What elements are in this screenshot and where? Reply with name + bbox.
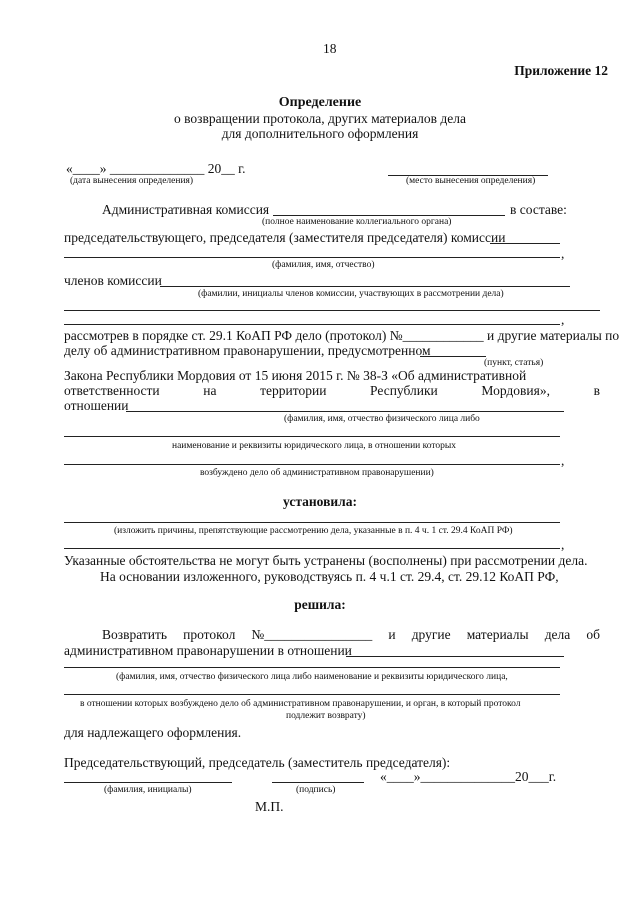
return-person-line-1[interactable] — [346, 656, 564, 657]
return-word: и — [388, 627, 396, 642]
members-label: членов комиссии — [64, 273, 162, 288]
regarding-label: отношении — [64, 398, 129, 413]
commission-label: Административная комиссия — [102, 202, 270, 217]
return-word: протокол — [183, 627, 236, 642]
law-word: Мордовия», — [481, 383, 550, 398]
members-line-3[interactable] — [64, 324, 560, 325]
comma: , — [561, 246, 565, 261]
chair-label: председательствующего, председателя (заместителя председателя) комиссии — [64, 230, 506, 245]
members-line-2[interactable] — [64, 310, 600, 311]
considered-line2: делу об административном правонарушении, предусмотренном — [64, 343, 431, 358]
return-word: другие — [411, 627, 451, 642]
person-hint-1: (фамилия, имя, отчество физического лица либо — [284, 414, 480, 424]
date-hint: (дата вынесения определения) — [70, 176, 194, 186]
place-hint: (место вынесения определения) — [406, 176, 536, 186]
return-person-line-3[interactable] — [64, 694, 560, 695]
return-hint-3: подлежит возврату) — [286, 711, 366, 721]
signer-label: Председательствующий, председатель (заместитель председателя): — [64, 755, 451, 770]
org-hint: (полное наименование коллегиального органа) — [262, 217, 452, 227]
circumstances-text: Указанные обстоятельства не могут быть устранены (восполнены) при рассмотрении дела. — [64, 553, 588, 568]
person-hint-3: возбуждено дело об административном правонарушении) — [200, 468, 434, 478]
return-line1 — [102, 628, 600, 642]
return-word: материалы — [466, 627, 529, 642]
signature-hint: (подпись) — [296, 785, 336, 795]
law-line1: Закона Республики Мордовия от 15 июня 2015 г. № 38-З «Об административной — [64, 368, 527, 383]
reasons-line-2[interactable] — [64, 548, 560, 549]
person-line-1[interactable] — [126, 411, 564, 412]
return-line2: административном правонарушении в отношении — [64, 643, 352, 658]
date-field[interactable]: «____» ______________ 20__ г. — [66, 161, 246, 176]
return-word: дела — [544, 627, 571, 642]
sign-date-field[interactable]: «____»______________20___г. — [380, 769, 557, 784]
return-word: №________________ — [251, 627, 373, 642]
sign-name-hint: (фамилия, инициалы) — [104, 785, 192, 795]
return-person-line-2[interactable] — [64, 667, 560, 668]
law-word: Республики — [370, 383, 438, 398]
members-line-1[interactable] — [160, 286, 570, 287]
reasons-hint: (изложить причины, препятствующие рассмотрению дела, указанные в п. 4 ч. 1 ст. 29.4 КоАП РФ) — [114, 526, 513, 536]
document-title: Определение — [278, 95, 362, 110]
article-line[interactable] — [420, 356, 486, 357]
appendix-label: Приложение 12 — [514, 63, 608, 78]
commission-suffix: в составе: — [510, 202, 567, 217]
considered-line1: рассмотрев в порядке ст. 29.1 КоАП РФ дело (протокол) №____________ и другие материалы по — [64, 328, 620, 343]
law-word: территории — [260, 383, 327, 398]
person-line-3[interactable] — [64, 464, 560, 465]
law-line2 — [64, 384, 600, 398]
return-word: об — [586, 627, 600, 642]
article-hint: (пункт, статья) — [484, 358, 544, 368]
return-hint-1: (фамилия, имя, отчество физического лица либо наименование и реквизиты юридического лица, — [116, 672, 508, 682]
comma: , — [561, 453, 565, 468]
law-word: ответственности — [64, 383, 160, 398]
comma: , — [561, 312, 565, 327]
page-number: 18 — [323, 41, 337, 56]
based-on-text: На основании изложенного, руководствуясь п. 4 ч.1 ст. 29.4, ст. 29.12 КоАП РФ, — [100, 569, 559, 584]
chair-line-1[interactable] — [490, 243, 560, 244]
established-heading: установила: — [283, 494, 357, 509]
law-word: на — [203, 383, 217, 398]
members-hint: (фамилии, инициалы членов комиссии, участвующих в рассмотрении дела) — [198, 289, 504, 299]
chair-line-2[interactable] — [64, 257, 560, 258]
document-subtitle-line1: о возвращении протокола, других материалов дела — [174, 111, 466, 126]
decided-heading: решила: — [294, 597, 346, 612]
person-line-2[interactable] — [64, 436, 560, 437]
return-hint-2: в отношении которых возбуждено дело об административном правонарушении, и орган, в который протокол — [80, 699, 521, 709]
processing-text: для надлежащего оформления. — [64, 725, 242, 740]
law-word: в — [593, 383, 600, 398]
return-word: Возвратить — [102, 627, 168, 642]
commission-name-line[interactable] — [273, 215, 505, 216]
signature-line[interactable] — [272, 782, 364, 783]
comma: , — [561, 537, 565, 552]
chair-fio-hint: (фамилия, имя, отчество) — [272, 260, 375, 270]
reasons-line-1[interactable] — [64, 522, 560, 523]
stamp-label: М.П. — [255, 799, 284, 814]
person-hint-2: наименование и реквизиты юридического лица, в отношении которых — [172, 441, 457, 451]
sign-name-line[interactable] — [64, 782, 232, 783]
document-subtitle-line2: для дополнительного оформления — [221, 126, 419, 141]
